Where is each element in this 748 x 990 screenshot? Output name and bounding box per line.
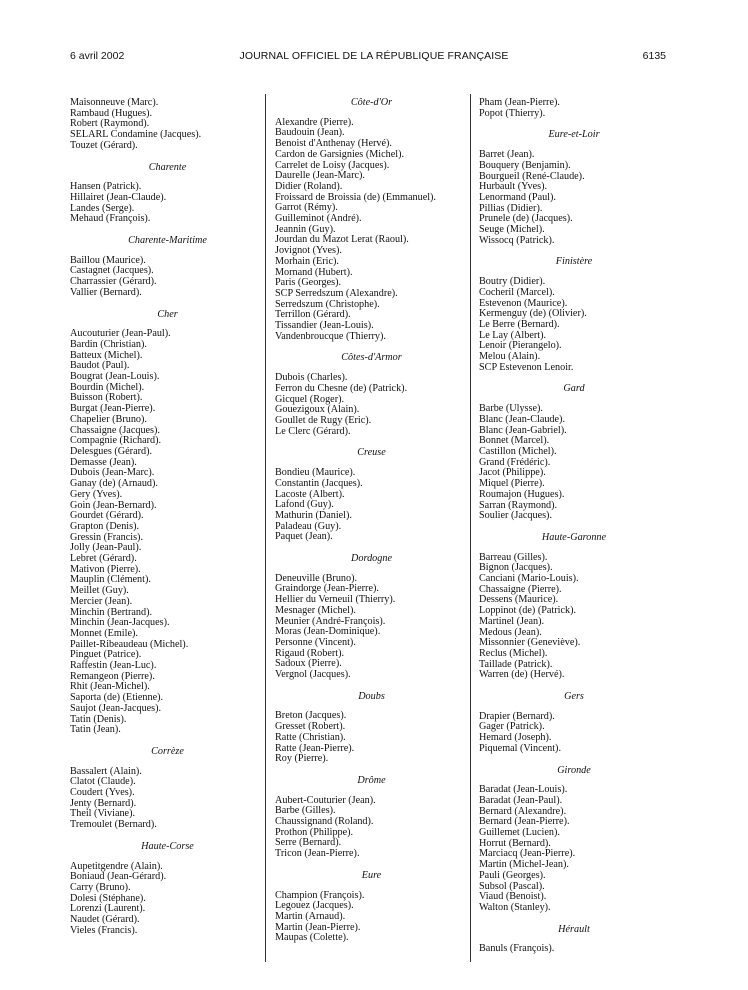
department-heading: Haute-Garonne [541, 531, 607, 543]
list-item: Tissandier (Jean-Louis). [275, 320, 374, 332]
list-item: Bougrat (Jean-Louis). [70, 371, 160, 383]
list-item: Bourgueil (René-Claude). [479, 170, 585, 182]
list-item: Alexandre (Pierre). [275, 116, 354, 128]
list-item: Maupas (Colette). [275, 932, 349, 944]
list-item: Hellier du Verneuil (Thierry). [275, 594, 396, 606]
list-item: Bassalert (Alain). [70, 765, 142, 777]
list-item: Gresset (Robert). [275, 721, 346, 733]
list-item: Ganay (de) (Arnaud). [70, 478, 158, 490]
list-item: SCP Serredszum (Alexandre). [275, 287, 398, 299]
list-item: Banuls (François). [479, 943, 555, 955]
list-item: Guilleminot (André). [275, 213, 362, 225]
list-item: Goin (Jean-Bernard). [70, 499, 157, 511]
list-item: Jenty (Bernard). [70, 797, 137, 809]
list-item: Baillou (Maurice). [70, 254, 146, 266]
list-item: Blanc (Jean-Gabriel). [479, 424, 567, 436]
list-item: Subsol (Pascal). [479, 880, 545, 892]
list-item: Dessens (Maurice). [479, 594, 559, 606]
list-item: Tatin (Denis). [70, 713, 127, 725]
list-item: Morhain (Eric). [275, 255, 339, 267]
list-item: Roy (Pierre). [275, 753, 329, 765]
list-item: Rhit (Jean-Michel). [70, 681, 150, 693]
list-item: Chassaigne (Pierre). [479, 583, 562, 595]
list-item: Bondieu (Maurice). [275, 467, 356, 479]
list-item: Aucouturier (Jean-Paul). [70, 328, 171, 340]
list-item: Ratte (Jean-Pierre). [275, 742, 355, 754]
list-item: Paillet-Ribeaudeau (Michel). [70, 638, 189, 650]
list-item: Meillet (Guy). [70, 585, 129, 597]
list-item: Carry (Bruno). [70, 882, 131, 893]
list-item: Tricon (Jean-Pierre). [275, 848, 360, 860]
list-item: Moras (Jean-Dominique). [275, 626, 381, 638]
list-item: Grapton (Denis). [70, 520, 140, 532]
list-item: Chaussignand (Roland). [275, 816, 374, 828]
list-item: Vandenbroucque (Thierry). [275, 330, 386, 342]
list-item: Tatin (Jean). [70, 724, 121, 736]
list-item: Legouez (Jacques). [275, 900, 354, 912]
list-item: Serre (Bernard). [275, 837, 342, 849]
list-item: Vergnol (Jacques). [275, 669, 351, 681]
list-item: Chapelier (Bruno). [70, 413, 147, 425]
list-item: Benoist d'Anthenay (Hervé). [275, 138, 392, 150]
department-heading: Eure-et-Loir [548, 129, 600, 141]
list-item: Drapier (Bernard). [479, 710, 555, 722]
list-item: Breton (Jacques). [275, 710, 347, 722]
list-item: Boniaud (Jean-Gérard). [70, 871, 167, 883]
column-3 [479, 98, 669, 955]
list-item: Mauplin (Clément). [70, 574, 151, 586]
list-item: Marciacq (Jean-Pierre). [479, 848, 576, 860]
list-item: Minchin (Bertrand). [70, 606, 153, 618]
list-item: Prunele (de) (Jacques). [479, 213, 573, 225]
list-item: Personne (Vincent). [275, 636, 356, 648]
list-item: Martin (Jean-Pierre). [275, 921, 361, 933]
department-heading: Gers [564, 691, 584, 703]
list-item: Monnet (Emile). [70, 627, 138, 639]
list-item: Martinel (Jean). [479, 615, 545, 627]
list-item: Miquel (Pierre). [479, 478, 545, 490]
list-item: Boutry (Didier). [479, 276, 546, 288]
list-item: Mathurin (Daniel). [275, 509, 352, 521]
list-item: Canciani (Mario-Louis). [479, 573, 579, 585]
list-item: Barret (Jean). [479, 149, 535, 161]
list-item: Jovignot (Yves). [275, 245, 342, 257]
list-item: Hurbault (Yves). [479, 181, 548, 193]
list-item: Charrassier (Gérard). [70, 276, 157, 288]
list-item: Paquet (Jean). [275, 531, 333, 543]
column-divider [470, 94, 471, 962]
list-item: Pham (Jean-Pierre). [479, 97, 560, 108]
list-item: Castillon (Michel). [479, 445, 557, 457]
list-item: Jolly (Jean-Paul). [70, 542, 142, 554]
list-item: Raffestin (Jean-Luc). [70, 660, 157, 672]
page-number: 6135 [642, 50, 666, 62]
list-item: SCP Estevenon Lenoir. [479, 361, 574, 373]
list-item: Le Lay (Albert). [479, 329, 547, 341]
list-item: Warren (de) (Hervé). [479, 669, 565, 681]
list-item: Lacoste (Albert). [275, 488, 345, 500]
list-item: Aupetitgendre (Alain). [70, 860, 163, 872]
list-item: Dubois (Charles). [275, 372, 348, 384]
list-item: Bouquery (Benjamin). [479, 159, 571, 171]
list-item: Lafond (Guy). [275, 499, 334, 511]
list-item: Walton (Stanley). [479, 902, 551, 913]
list-item: Ferron du Chesne (de) (Patrick). [275, 382, 408, 394]
list-item: Dolesi (Stéphane). [70, 892, 146, 904]
department-heading: Charente [148, 161, 187, 173]
list-item: Burgat (Jean-Pierre). [70, 403, 156, 415]
list-item: Sadoux (Pierre). [275, 658, 342, 670]
list-item: Rambaud (Hugues). [70, 107, 153, 119]
list-item: Le Clerc (Gérard). [275, 425, 351, 437]
list-item: Guillemet (Lucien). [479, 827, 560, 839]
list-item: Graindorge (Jean-Pierre). [275, 583, 379, 595]
list-item: Lenormand (Paul). [479, 191, 556, 203]
list-item: Lorenzi (Laurent). [70, 903, 146, 915]
list-item: Minchin (Jean-Jacques). [70, 617, 170, 629]
department-heading: Gironde [557, 764, 591, 776]
list-item: Ratte (Christian). [275, 731, 346, 743]
department-heading: Côtes-d'Armor [341, 352, 402, 364]
journal-title: JOURNAL OFFICIEL DE LA RÉPUBLIQUE FRANÇAISE [239, 50, 509, 62]
list-item: Mornand (Hubert). [275, 266, 353, 278]
list-item: Delesgues (Gérard). [70, 445, 153, 457]
department-heading: Hérault [558, 923, 590, 935]
list-item: Paladeau (Guy). [275, 520, 342, 532]
department-heading: Dordogne [351, 553, 392, 565]
list-item: Didier (Roland). [275, 180, 343, 192]
list-item: Gager (Patrick). [479, 721, 545, 733]
list-item: Pillias (Didier). [479, 202, 543, 214]
column-2 [275, 98, 468, 944]
list-item: Missonnier (Geneviève). [479, 637, 581, 649]
list-item: Cardon de Garsignies (Michel). [275, 148, 405, 160]
list-item: Jourdan du Mazot Lerat (Raoul). [275, 234, 409, 246]
list-item: Bernard (Jean-Pierre). [479, 816, 570, 828]
list-item: Kermenguy (de) (Olivier). [479, 308, 587, 320]
department-heading: Gard [563, 383, 585, 395]
list-item: Maisonneuve (Marc). [70, 97, 159, 108]
list-item: Vieles (Francis). [70, 924, 138, 936]
list-item: Piquemal (Vincent). [479, 742, 561, 754]
list-item: Champion (François). [275, 889, 365, 901]
list-item: Baudouin (Jean). [275, 127, 345, 139]
department-heading: Charente-Maritime [128, 235, 207, 247]
list-item: Bernard (Alexandre). [479, 805, 567, 817]
list-item: Sarran (Raymond). [479, 499, 558, 511]
list-item: Barbe (Gilles). [275, 805, 336, 817]
list-item: Roumajon (Hugues). [479, 488, 565, 500]
list-item: Deneuville (Bruno). [275, 572, 358, 584]
list-item: Gourdet (Gérard). [70, 510, 144, 522]
list-item: Mercier (Jean). [70, 595, 133, 607]
list-item: Martin (Michel-Jean). [479, 859, 569, 871]
department-heading: Doubs [358, 690, 385, 702]
list-item: Froissard de Broissia (de) (Emmanuel). [275, 191, 436, 203]
list-item: Vallier (Bernard). [70, 286, 142, 298]
list-item: Barbe (Ulysse). [479, 403, 543, 415]
list-item: Batteux (Michel). [70, 349, 143, 361]
department-heading: Côte-d'Or [350, 97, 393, 108]
list-item: Martin (Arnaud). [275, 911, 346, 922]
list-item: Baudot (Paul). [70, 360, 130, 372]
list-item: Le Berre (Bernard). [479, 318, 560, 330]
list-item: Castagnet (Jacques). [70, 265, 154, 277]
list-item: Mehaud (François). [70, 213, 151, 225]
list-item: Baradat (Jean-Louis). [479, 784, 568, 796]
list-item: Lebret (Gérard). [70, 553, 137, 565]
list-item: Gouezigoux (Alain). [275, 404, 360, 416]
list-item: Barreau (Gilles). [479, 551, 548, 563]
list-item: Pauli (Georges). [479, 869, 546, 881]
list-item: Hillairet (Jean-Claude). [70, 191, 167, 203]
list-item: Serredszum (Christophe). [275, 298, 380, 310]
list-item: Jacot (Philippe). [479, 467, 546, 479]
department-heading: Creuse [357, 447, 386, 459]
list-item: Dubois (Jean-Marc). [70, 467, 155, 479]
list-item: Aubert-Couturier (Jean). [275, 794, 376, 806]
list-item: Paris (Georges). [275, 277, 342, 289]
list-item: Bourdin (Michel). [70, 381, 145, 393]
list-item: Landes (Serge). [70, 202, 135, 214]
list-item: Mativon (Pierre). [70, 563, 141, 575]
department-heading: Finistère [555, 256, 593, 268]
list-item: Clatot (Claude). [70, 776, 136, 788]
list-item: Pinguet (Patrice). [70, 649, 142, 661]
list-item: Remangeon (Pierre). [70, 670, 155, 682]
department-heading: Haute-Corse [141, 840, 194, 852]
list-item: Soulier (Jacques). [479, 510, 552, 522]
list-item: Bignon (Jacques). [479, 562, 553, 574]
list-item: Blanc (Jean-Claude). [479, 413, 565, 425]
list-item: Cocheril (Marcel). [479, 286, 555, 298]
list-item: Grand (Frédéric). [479, 456, 551, 468]
list-item: Buisson (Robert). [70, 392, 143, 404]
list-item: Baradat (Jean-Paul). [479, 794, 563, 806]
list-item: Chassaigne (Jacques). [70, 424, 160, 436]
list-item: Naudet (Gérard). [70, 914, 140, 926]
list-item: Daurelle (Jean-Marc). [275, 170, 365, 182]
list-item: Meunier (André-François). [275, 615, 386, 627]
list-item: Mesnager (Michel). [275, 604, 356, 616]
list-item: Horrut (Bernard). [479, 837, 551, 849]
list-item: Robert (Raymond). [70, 118, 150, 130]
list-item: Wissocq (Patrick). [479, 234, 555, 246]
list-item: Hemard (Joseph). [479, 732, 552, 744]
department-heading: Cher [157, 308, 178, 320]
list-item: Estevenon (Maurice). [479, 297, 568, 309]
list-item: Carrelet de Loisy (Jacques). [275, 159, 390, 171]
list-item: Garrot (Rémy). [275, 202, 338, 214]
department-heading: Eure [361, 869, 382, 881]
list-item: Compagnie (Richard). [70, 435, 162, 447]
department-heading: Drôme [357, 774, 386, 786]
list-item: Bardin (Christian). [70, 338, 147, 350]
list-item: Demasse (Jean). [70, 456, 137, 468]
list-item: Terrillon (Gérard). [275, 309, 351, 321]
list-item: Touzet (Gérard). [70, 139, 138, 151]
list-item: Gicquel (Roger). [275, 393, 345, 405]
list-item: Popot (Thierry). [479, 107, 546, 119]
list-item: Coudert (Yves). [70, 787, 135, 799]
list-item: Prothon (Philippe). [275, 826, 354, 838]
list-item: Jeannin (Guy). [275, 223, 336, 235]
list-item: Tremoulet (Bernard). [70, 819, 157, 831]
list-item: Saporta (de) (Etienne). [70, 692, 164, 704]
list-item: Lenoir (Pierangelo). [479, 340, 562, 352]
list-item: Loppinot (de) (Patrick). [479, 605, 577, 617]
list-item: Hansen (Patrick). [70, 181, 142, 193]
list-item: Viaud (Benoist). [479, 891, 547, 903]
list-item: Reclus (Michel). [479, 647, 548, 659]
header-date: 6 avril 2002 [70, 50, 125, 62]
column-1 [70, 98, 265, 937]
list-item: Rigaud (Robert). [275, 647, 345, 659]
list-item: Bonnet (Marcel). [479, 435, 550, 447]
list-item: Gressin (Francis). [70, 531, 143, 543]
list-item: Constantin (Jacques). [275, 477, 363, 489]
list-item: Melou (Alain). [479, 351, 541, 363]
list-item: Saujot (Jean-Jacques). [70, 702, 162, 714]
list-item: Seuge (Michel). [479, 224, 545, 236]
list-item: SELARL Condamine (Jacques). [70, 129, 202, 141]
department-heading: Corrèze [151, 745, 184, 757]
list-item: Medous (Jean). [479, 626, 542, 638]
list-item: Gery (Yves). [70, 488, 123, 500]
column-divider [265, 94, 266, 962]
page-header [0, 50, 748, 66]
list-item: Theil (Viviane). [70, 808, 136, 820]
list-item: Taillade (Patrick). [479, 658, 553, 670]
list-item: Goullet de Rugy (Eric). [275, 414, 372, 426]
